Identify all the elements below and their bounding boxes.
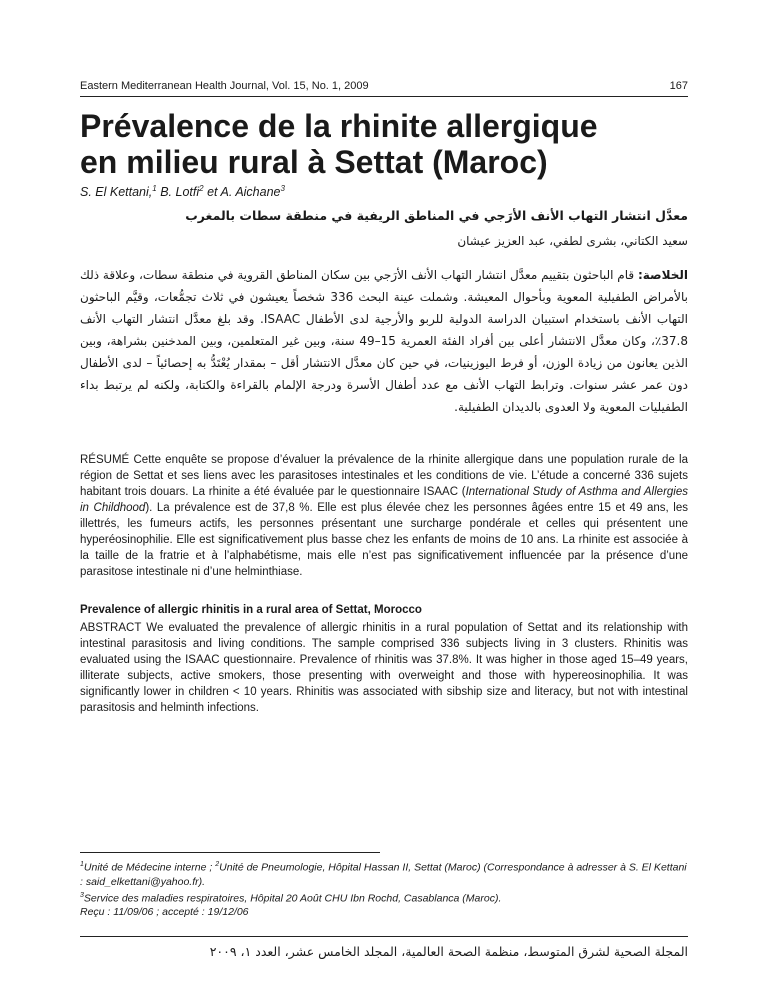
author-3-affiliation: 3: [280, 184, 285, 193]
resume-label: RÉSUMÉ: [80, 454, 130, 466]
author-list: [80, 184, 285, 199]
title-line-1: Prévalence de la rhinite allergique: [80, 108, 598, 144]
author-3: et A. Aichane: [207, 185, 281, 200]
header-rule: [80, 96, 688, 97]
footnote-affiliations-1-2: [80, 858, 688, 889]
author-1-affiliation: 1: [152, 184, 157, 193]
abstract-label: ABSTRACT: [80, 622, 142, 634]
arabic-abstract: [80, 264, 688, 418]
resume-text-2: ). La prévalence est de 37,8 %. Elle est plus élevée chez les personnes âgées entre 15 et 49 ans, les illettrés, les fumeurs actifs, les personnes présentant une surcharge pondérale et celles qui présentent une hyperéosinophilie. Elle est significativement plus basse chez les enfants de moins de 10 ans. La rhinite est associée à la taille de la fratrie et à l’alphabétisme, mais elle n’est pas significativement influencée par la présence d’une parasitose intestinale ni d’une helminthiase.: [80, 502, 689, 578]
author-2-affiliation: 2: [199, 184, 204, 193]
english-title: Prevalence of allergic rhinitis in a rural area of Settat, Morocco: [80, 604, 422, 616]
arabic-footer: المجلة الصحية لشرق المتوسط، منظمة الصحة العالمية، المجلد الخامس عشر، العدد ١، ٢٠٠٩: [209, 944, 688, 959]
running-header: [80, 80, 688, 92]
footnotes: [80, 858, 688, 919]
footnote-rule: [80, 852, 380, 853]
abstract-text: We evaluated the prevalence of allergic rhinitis in a rural population of Settat and its relationship with intestinal parasitosis and living conditions. The sample comprised 336 subjects living in 3 clusters. Rhinitis was evaluated using the ISAAC questionnaire. Prevalence of rhinitis was 37.8%. It was higher in those aged 15–49 years, illiterate subjects, active smokers, those presenting with overweight and those with hypereosinophilia. It was significantly lower in children < 10 years. Rhinitis was associated with sibship size and literacy, but not with intestinal parasitosis and helminth infections.: [80, 622, 688, 714]
footnote-1: Unité de Médecine interne ;: [83, 861, 216, 874]
arabic-abstract-text: قام الباحثون بتقييم معدَّل انتشار التهاب الأنف الأرَجي بين سكان المناطق القروية في منطقة سطات، وعلاقة ذلك بالأمراض الطفيلية المعوية وبأحوال المعيشة. وشملت عينة البحث 336 شخصاً يعيشون في ثلاث تجمُّعات، وقيَّم الباحثون التهاب الأنف باستخدام استبيان الدراسة الدولية للربو والأرجية لدى الأطفال ISAAC. وقد بلغ معدَّل انتشار التهاب الأنف 37.8٪، وكان معدَّل الانتشار أعلى بين أفراد الفئة العمرية 15–49 سنة، وبين غير المتعلمين، وبين المدخنين بشراهة، وبين الذين يعانون من زيادة الوزن، أو فرط اليوزينيات، في حين كان معدَّل الانتشار أقل – بمقدار يُعْتَدُّ به إحصائياً – لدى الأطفال دون عمر عشر سنوات. وترابط التهاب الأنف مع عدد أطفال الأسرة ودرجة الإلمام بالقراءة والكتابة، ولكنه لم يرتبط بداء الطفيليات المعوية ولا العدوى بالديدان الطفيلية.: [80, 268, 689, 414]
footnote-2-marker: 2: [215, 861, 220, 868]
footnote-3: Service des maladies respiratoires, Hôpital 20 Août CHU Ibn Rochd, Casablanca (Maroc).: [83, 892, 502, 904]
english-abstract: [80, 620, 688, 716]
received-accepted-dates: Reçu : 11/09/06 ; accepté : 19/12/06: [80, 906, 249, 918]
article-title: [80, 108, 700, 180]
footnote-affiliation-3: [80, 889, 688, 906]
page-number: 167: [669, 80, 688, 92]
author-2: B. Lotfi: [160, 185, 200, 200]
footnote-1-marker: 1: [80, 861, 84, 868]
resume-text-italic: International Study of Asthma and Allergies in Childhood: [80, 486, 688, 514]
french-abstract: [80, 452, 688, 580]
arabic-abstract-label: الخلاصة:: [637, 268, 688, 282]
footer-rule: [80, 936, 688, 937]
footnote-3-marker: 3: [80, 891, 84, 899]
arabic-title: معدَّل انتشار التهاب الأنف الأرَجي في المناطق الريفية في منطقة سطات بالمغرب: [185, 208, 688, 223]
footnote-2: Unité de Pneumologie, Hôpital Hassan II, Settat (Maroc) (Correspondance à adresser à S. El Kettani : said_elkettani@yahoo.fr).: [80, 861, 687, 888]
title-line-2: en milieu rural à Settat (Maroc): [80, 144, 548, 180]
resume-text-1: Cette enquête se propose d’évaluer la prévalence de la rhinite allergique dans une population rurale de la région de Settat et ses liens avec les parasitoses intestinales et les conditions de vie. L’étude a concerné 336 sujets habitant trois douars. La rhinite a été évaluée par le questionnaire ISAAC (: [80, 454, 688, 498]
author-1: S. El Kettani,: [80, 185, 153, 200]
journal-citation: Eastern Mediterranean Health Journal, Vol. 15, No. 1, 2009: [80, 80, 369, 92]
arabic-authors: سعيد الكتاني، بشرى لطفي، عبد العزيز عيشان: [457, 234, 688, 248]
